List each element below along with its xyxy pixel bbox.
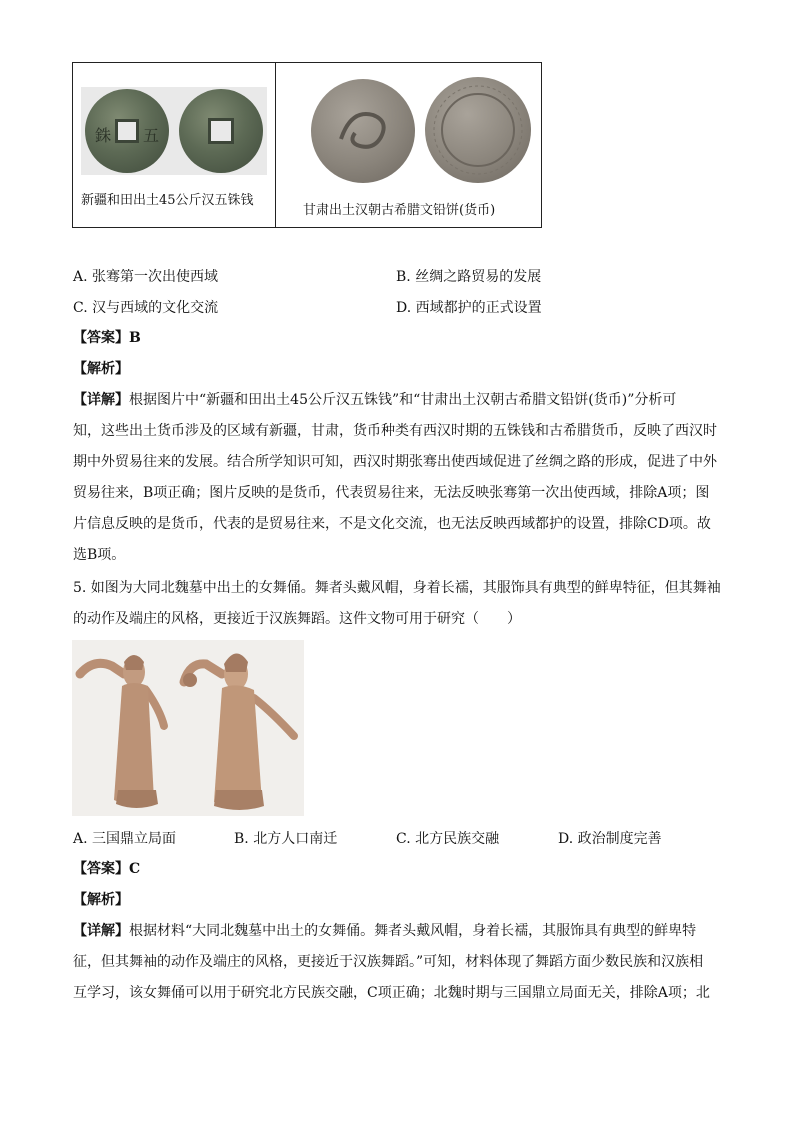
- coin-back-icon: [179, 89, 263, 173]
- q4-detail-line-3: 期中外贸易往来的发展。结合所学知识可知，西汉时期张骞出使西域促进了丝绸之路的形成，促进了中外: [73, 454, 717, 470]
- q4-option-b[interactable]: B. 丝绸之路贸易的发展: [396, 269, 542, 285]
- q4-option-d[interactable]: D. 西域都护的正式设置: [396, 300, 542, 316]
- q4-analysis-label: 【解析】: [73, 361, 129, 377]
- q5-detail-line-3: 互学习，该女舞俑可以用于研究北方民族交融，C项正确；北魏时期与三国鼎立局面无关，排除A项；北: [73, 985, 710, 1001]
- q5-stem-line-1: 5. 如图为大同北魏墓中出土的女舞俑。舞者头戴风帽，身着长襦，其服饰具有典型的鲜卑特征，但其舞袖: [73, 580, 721, 596]
- q4-option-c[interactable]: C. 汉与西域的文化交流: [73, 300, 219, 316]
- q5-option-c[interactable]: C. 北方民族交融: [396, 831, 500, 847]
- lead-coin-dragon-icon: [311, 79, 415, 183]
- q5-option-d[interactable]: D. 政治制度完善: [558, 831, 662, 847]
- coin-front-icon: [85, 89, 169, 173]
- q4-detail-line-1: 【详解】根据图片中“新疆和田出土45公斤汉五铢钱”和“甘肃出土汉朝古希腊文铅饼(货币)”分析可: [73, 392, 677, 408]
- q5-stem-line-2: 的动作及端庄的风格，更接近于汉族舞蹈。这件文物可用于研究（ ）: [73, 611, 521, 627]
- q5-detail-line-1: 【详解】根据材料“大同北魏墓中出土的女舞俑。舞者头戴风帽，身着长襦，其服饰具有典型的鲜卑特: [73, 923, 697, 939]
- right-caption: 甘肃出土汉朝古希腊文铅饼(货币): [303, 203, 496, 218]
- q4-detail-line-4: 贸易往来，B项正确；图片反映的是货币，代表贸易往来，无法反映张骞第一次出使西域，排除A项；图: [73, 485, 710, 501]
- q5-answer: 【答案】C: [73, 861, 141, 877]
- wuzhu-coins-image: [81, 87, 267, 175]
- svg-text:銖: 銖: [95, 126, 112, 145]
- q4-option-a[interactable]: A. 张骞第一次出使西域: [73, 269, 219, 285]
- dancer-figurines-image: [72, 640, 304, 816]
- q4-detail-tag: 【详解】: [73, 392, 129, 408]
- q4-detail-line-5: 片信息反映的是货币，代表的是贸易往来，不是文化交流，也无法反映西域都护的设置，排除CD项。故: [73, 516, 711, 532]
- q4-answer: 【答案】B: [73, 330, 141, 346]
- q5-option-b[interactable]: B. 北方人口南迁: [234, 831, 338, 847]
- figure-table: [72, 62, 542, 228]
- table-divider: [275, 63, 276, 227]
- q5-option-a[interactable]: A. 三国鼎立局面: [73, 831, 177, 847]
- left-caption: 新疆和田出土45公斤汉五铢钱: [81, 193, 254, 208]
- q5-detail-line-2: 征，但其舞袖的动作及端庄的风格，更接近于汉族舞蹈。”可知，材料体现了舞蹈方面少数民族和汉族相: [73, 954, 704, 970]
- lead-coin-inscription-icon: [425, 77, 531, 183]
- q5-detail-tag: 【详解】: [73, 923, 129, 939]
- q4-detail-line-6: 选B项。: [73, 547, 126, 563]
- q5-analysis-label: 【解析】: [73, 892, 129, 908]
- svg-text:五: 五: [143, 126, 160, 145]
- q4-detail-line-2: 知，这些出土货币涉及的区域有新疆，甘肃，货币种类有西汉时期的五铢钱和古希腊货币，反映了西汉时: [73, 423, 717, 439]
